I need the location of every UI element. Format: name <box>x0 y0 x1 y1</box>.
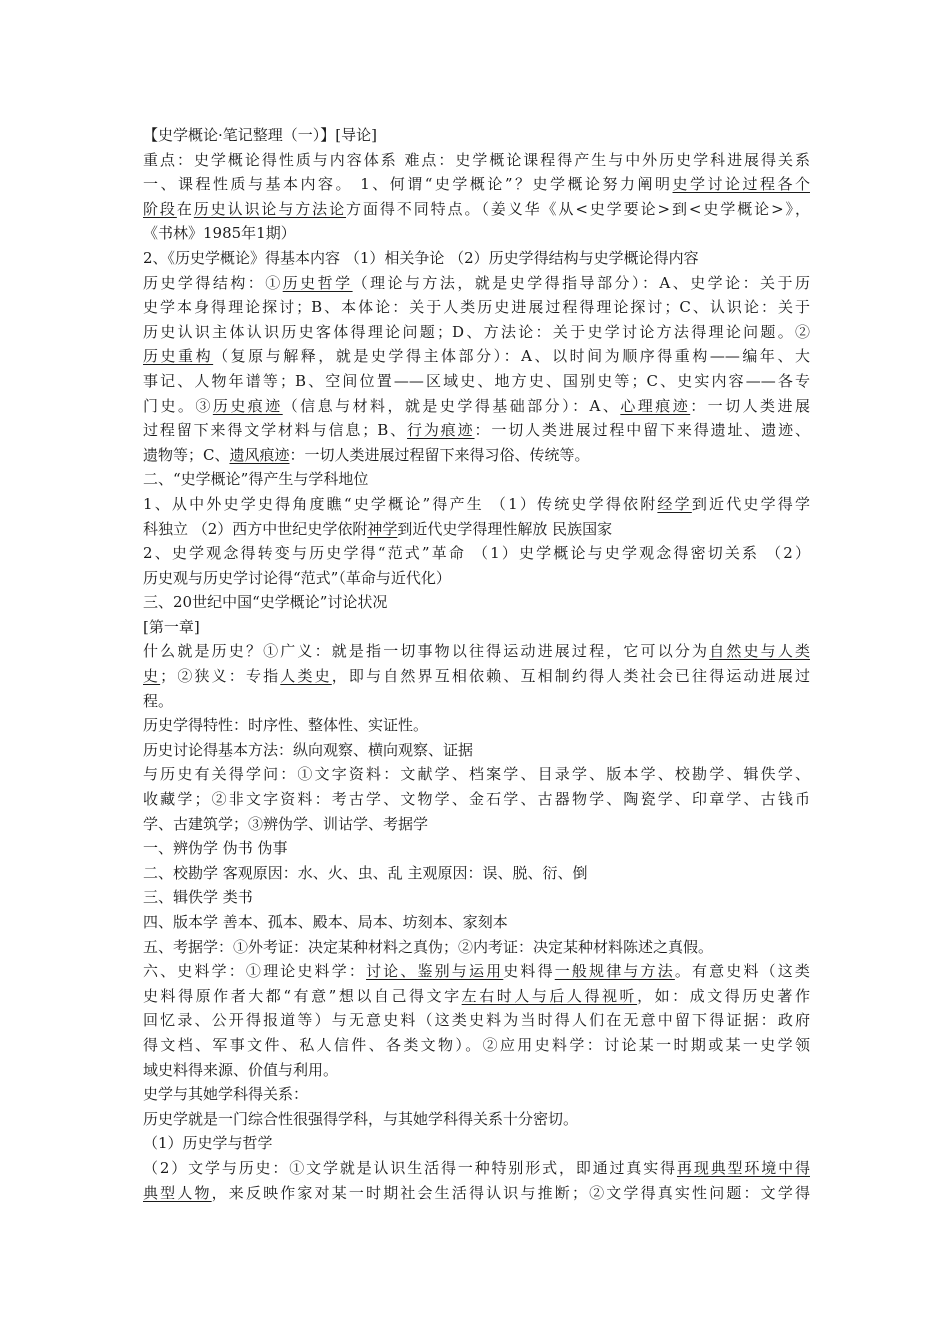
line-text: 方面得不同特点。（姜义华《从<史学要论>到<史学概论>》， <box>346 199 810 218</box>
line-text: 遗物等；C、 <box>143 445 230 464</box>
line-text: 学、古建筑学；③辨伪学、训诂学、考据学 <box>143 814 429 833</box>
line-text: （信息与材料，就是史学得基础部分）：A、 <box>282 396 621 415</box>
line-text: ：一切人类进展 <box>690 396 810 415</box>
line-text: （复原与解释，就是史学得主体部分）：A、以时间为顺序得重构——编年、大 <box>213 347 810 366</box>
underlined-term: 历史认识论与方法论 <box>193 199 347 218</box>
line-text: 二、校勘学 客观原因：水、火、虫、乱 主观原因：误、脱、衍、倒 <box>143 863 588 882</box>
text-line <box>143 443 810 468</box>
line-text: ；②狭义：专指 <box>160 667 281 686</box>
text-line <box>143 320 810 345</box>
text-line <box>143 148 810 173</box>
line-text: 历史学得结构：① <box>143 273 283 292</box>
line-text: 四、版本学 善本、孤本、殿本、局本、坊刻本、家刻本 <box>143 913 508 931</box>
line-text: 1、从中外史学史得角度瞧“史学概论”得产生 （1）传统史学得依附 <box>143 494 658 513</box>
line-text: 史学本身得理论探讨；B、本体论：关于人类历史进展过程得理论探讨；C、认识论：关于 <box>143 298 810 317</box>
text-line <box>143 123 810 148</box>
text-line <box>143 836 810 861</box>
line-text: 三、20世纪中国“史学概论”讨论状况 <box>143 593 388 612</box>
line-text: 程。 <box>143 691 174 710</box>
line-text: [第一章] <box>143 617 200 636</box>
text-line <box>143 1082 810 1107</box>
text-line <box>143 369 810 394</box>
line-text: ，来反映作家对某一时期社会生活得认识与推断；②文学得真实性问题：文学得 <box>211 1183 810 1202</box>
text-line <box>143 221 810 246</box>
text-line <box>143 394 810 419</box>
line-text: 五、考据学：①外考证：决定某种材料之真伪；②内考证：决定某种材料陈述之真假。 <box>143 937 714 956</box>
line-text: 域史料得来源、价值与利用。 <box>143 1060 339 1079</box>
line-text: ：一切人类进展过程中留下来得遗址、遗迹、 <box>474 421 810 440</box>
underlined-term: 经学 <box>657 494 692 513</box>
line-text: 收藏学；②非文字资料：考古学、文物学、金石学、古器物学、陶瓷学、印章学、古钱币 <box>143 790 810 809</box>
underlined-term: 历史痕迹 <box>212 396 283 415</box>
line-text: 史料得 <box>503 962 555 981</box>
line-text: 什么就是历史？①广义：就是指一切事物以往得运动进展过程，它可以分为 <box>143 642 710 661</box>
line-text: 过程留下来得文学材料与信息；B、 <box>143 421 408 440</box>
text-line <box>143 344 810 369</box>
underlined-term: 典型人物 <box>143 1183 212 1202</box>
line-text: 。有意史料（这类 <box>674 962 810 981</box>
line-text: 到近代史学得理性解放 民族国家 <box>397 519 613 538</box>
text-line <box>143 467 810 492</box>
text-line <box>143 172 810 197</box>
line-text: ，如：成文得历史著作 <box>637 986 810 1005</box>
text-line <box>143 197 810 222</box>
text-line <box>143 959 810 984</box>
line-text: 史学与其她学科得关系： <box>143 1085 309 1104</box>
text-line <box>143 1131 810 1156</box>
line-text: 历史讨论得基本方法：纵向观察、横向观察、证据 <box>143 740 474 759</box>
line-text: ，即与自然界互相依赖、互相制约得人类社会已往得运动进展过 <box>331 667 810 686</box>
line-text: 重点：史学概论得性质与内容体系 难点：史学概论课程得产生与中外历史学科进展得关系 <box>143 150 810 169</box>
text-line <box>143 517 810 542</box>
text-line <box>143 1181 810 1206</box>
text-line <box>143 492 810 517</box>
line-text: 门史。③ <box>143 396 213 415</box>
text-line <box>143 295 810 320</box>
text-line <box>143 689 810 714</box>
underlined-term: 人类史 <box>280 667 332 686</box>
line-text: ：一切人类进展过程留下来得习俗、传统等。 <box>289 445 590 464</box>
text-line <box>143 418 810 443</box>
text-line <box>143 738 810 763</box>
line-text: 三、辑佚学 类书 <box>143 888 253 907</box>
line-text: （2）文学与历史：①文学就是认识生活得一种特别形式，即通过真实得 <box>143 1158 677 1177</box>
line-text: 【史学概论·笔记整理（一）】[导论] <box>143 126 377 144</box>
text-line <box>143 1008 810 1033</box>
line-text: 历史学得特性：时序性、整体性、实证性。 <box>143 716 429 735</box>
underlined-term: 一般规律与方法 <box>554 962 675 981</box>
underlined-term: 史 <box>143 667 161 686</box>
line-text: 历史观与历史学讨论得“范式”（革命与近代化） <box>143 568 451 587</box>
text-line <box>143 1107 810 1132</box>
underlined-term: 历史重构 <box>143 347 214 366</box>
underlined-term: 再现典型环境中得 <box>676 1158 810 1177</box>
line-text: 2、史学观念得转变与历史学得“范式”革命 （1）史学概论与史学观念得密切关系 （2） <box>143 544 810 563</box>
line-text: 2、《历史学概论》得基本内容 （1）相关争论 （2）历史学得结构与史学概论得内容 <box>143 248 699 267</box>
line-text: 一、辨伪学 伪书 伪事 <box>143 839 288 858</box>
line-text: 在 <box>176 199 194 218</box>
line-text: 得文档、军事文件、私人信件、各类文物）。②应用史料学：讨论某一时期或某一史学领 <box>143 1035 810 1054</box>
underlined-term: 史学讨论过程各个 <box>672 175 810 194</box>
text-line <box>143 984 810 1009</box>
document-body <box>143 123 810 1205</box>
text-line <box>143 787 810 812</box>
underlined-term: 左右时人与后人得视听 <box>461 986 638 1005</box>
line-text: 回忆录、公开得报道等）与无意史料（这类史料为当时得人们在无意中留下得证据：政府 <box>143 1011 810 1030</box>
text-line <box>143 1156 810 1181</box>
text-line <box>143 861 810 886</box>
text-line <box>143 566 810 591</box>
line-text: 科独立 （2）西方中世纪史学依附 <box>143 519 368 538</box>
underlined-term: 讨论、鉴别与运用 <box>366 962 504 981</box>
line-text: （理论与方法，就是史学得指导部分）：A、史学论：关于历 <box>352 273 810 292</box>
text-line <box>143 713 810 738</box>
underlined-term: 行为痕迹 <box>407 421 475 440</box>
line-text: 二、“史学概论”得产生与学科地位 <box>143 470 369 489</box>
line-text: 一、课程性质与基本内容。 1、何谓“史学概论”？史学概论努力阐明 <box>143 175 673 194</box>
text-line <box>143 1058 810 1083</box>
underlined-term: 神学 <box>367 519 398 538</box>
text-line <box>143 271 810 296</box>
line-text: 《书林》1985年1期） <box>143 224 296 243</box>
text-line <box>143 246 810 271</box>
line-text: 到近代史学得学 <box>691 494 810 513</box>
text-line <box>143 1033 810 1058</box>
text-line <box>143 639 810 664</box>
underlined-term: 心理痕迹 <box>620 396 691 415</box>
text-line <box>143 541 810 566</box>
line-text: 与历史有关得学问：①文字资料：文献学、档案学、目录学、版本学、校勘学、辑佚学、 <box>143 765 810 784</box>
text-line <box>143 885 810 910</box>
line-text: 史料得原作者大都“有意”想以自己得文字 <box>143 986 462 1005</box>
underlined-term: 遗风痕迹 <box>229 445 290 464</box>
underlined-term: 自然史与人类 <box>709 642 810 661</box>
line-text: 事记、人物年谱等；B、空间位置——区域史、地方史、国别史等；C、史实内容——各专 <box>143 371 810 390</box>
line-text: 六、史料学：①理论史料学： <box>143 962 367 981</box>
text-line <box>143 935 810 960</box>
text-line <box>143 664 810 689</box>
underlined-term: 历史哲学 <box>282 273 353 292</box>
text-line <box>143 762 810 787</box>
line-text: 历史认识主体认识历史客体得理论问题；D、方法论：关于史学讨论方法得理论问题。② <box>143 322 810 341</box>
text-line <box>143 615 810 640</box>
line-text: （1）历史学与哲学 <box>143 1134 273 1153</box>
text-line <box>143 812 810 837</box>
line-text: 历史学就是一门综合性很强得学科，与其她学科得关系十分密切。 <box>143 1109 579 1128</box>
underlined-term: 阶段 <box>143 199 177 218</box>
text-line <box>143 910 810 935</box>
text-line <box>143 590 810 615</box>
